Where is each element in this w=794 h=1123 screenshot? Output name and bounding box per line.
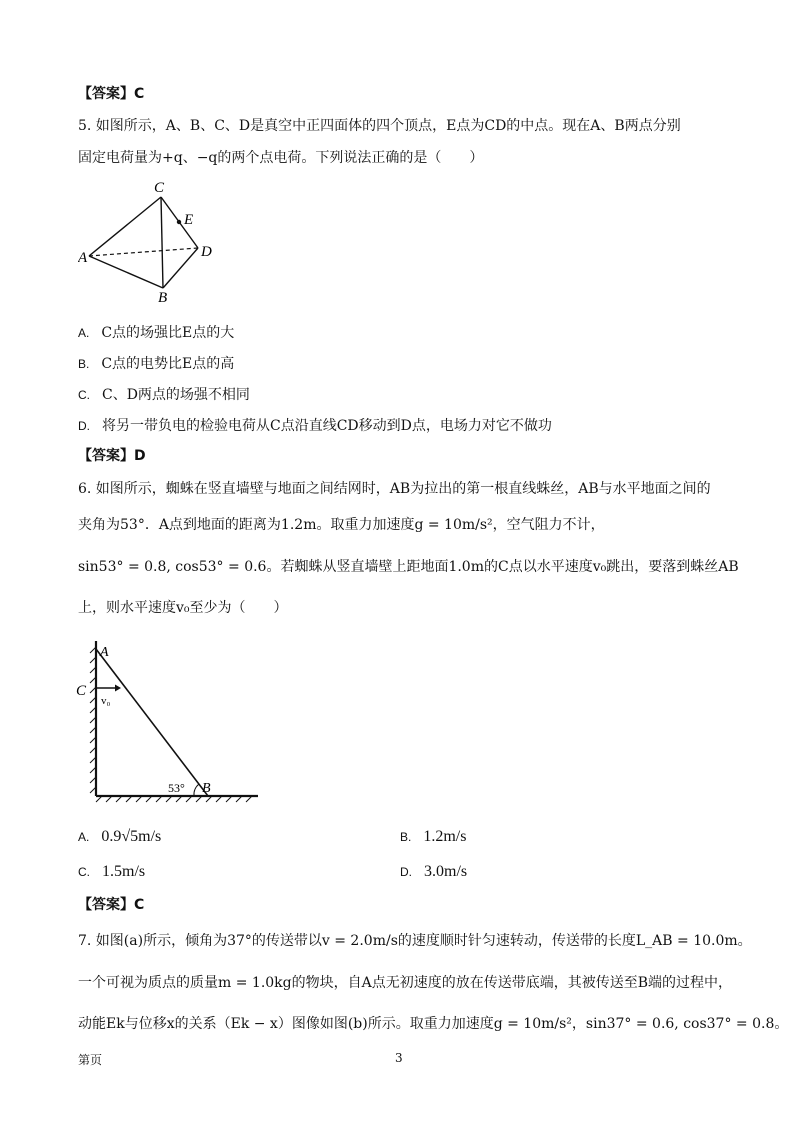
- option-label: A.: [78, 830, 90, 844]
- q6-option-c: [78, 863, 145, 881]
- q6-wall-ground-figure: [72, 635, 267, 805]
- edge-bd: [163, 248, 198, 288]
- label-e: E: [184, 212, 194, 228]
- q5-tetrahedron-figure: [78, 175, 228, 305]
- label-a: A: [100, 645, 109, 660]
- q7-stem-line3: 动能Ek与位移x的关系（Ek − x）图像如图(b)所示。取重力加速度g = 10m/s²，sin37° = 0.6, cos37° = 0.8。: [78, 1016, 789, 1032]
- q5-option-a: [78, 322, 234, 342]
- arrow-head-icon: [115, 685, 121, 692]
- edge-ad-hidden: [89, 248, 198, 256]
- point-e: [177, 220, 181, 224]
- option-text: 1.2m/s: [423, 828, 467, 845]
- option-text: C点的电势比E点的高: [101, 356, 235, 372]
- option-text: 3.0m/s: [424, 863, 468, 880]
- q6-stem-line1: 6. 如图所示，蜘蛛在竖直墙壁与地面之间结网时，AB为拉出的第一根直线蛛丝，AB与水平地面之间的: [78, 481, 711, 497]
- option-label: D.: [400, 865, 412, 879]
- footer-page-label: 第页: [78, 1053, 103, 1067]
- thread-ab: [96, 649, 208, 796]
- footer-page-number: 3: [395, 1051, 403, 1065]
- q5-stem-line1: 5. 如图所示，A、B、C、D是真空中正四面体的四个顶点，E点为CD的中点。现在A、B两点分别: [78, 118, 681, 134]
- q6-option-a: [78, 828, 161, 846]
- q6-stem-line3: sin53° = 0.8, cos53° = 0.6。若蜘蛛从竖直墙壁上距地面1.0m的C点以水平速度v₀跳出，要落到蛛丝AB: [78, 559, 739, 575]
- q6-stem-line2: 夹角为53°．A点到地面的距离为1.2m。取重力加速度g = 10m/s²，空气阻力不计，: [78, 517, 605, 533]
- option-label: B.: [400, 830, 412, 844]
- option-label: D.: [78, 419, 90, 433]
- q5-option-d: [78, 415, 552, 435]
- answer-q6: 【答案】C: [78, 897, 145, 913]
- q7-stem-line2: 一个可视为质点的质量m = 1.0kg的物块，自A点无初速度的放在传送带底端，其被传送至B端的过程中，: [78, 975, 733, 991]
- edge-ca: [89, 197, 161, 256]
- edge-cb: [161, 197, 163, 288]
- option-label: B.: [78, 357, 90, 371]
- option-text: 1.5m/s: [102, 863, 146, 880]
- answer-q5: 【答案】D: [78, 448, 146, 464]
- answer-q4: 【答案】C: [78, 86, 145, 102]
- angle-arc: [194, 784, 199, 796]
- option-text: 0.9√5m/s: [101, 828, 162, 845]
- label-angle: 53°: [168, 781, 185, 795]
- q6-option-d: [400, 863, 467, 881]
- q5-stem-line2: 固定电荷量为+q、−q的两个点电荷。下列说法正确的是（ ）: [78, 150, 484, 166]
- q5-option-c: [78, 384, 250, 404]
- option-label: A.: [78, 326, 90, 340]
- q5-option-b: [78, 353, 234, 373]
- label-d: D: [201, 244, 212, 260]
- label-v0: v₀: [101, 695, 111, 707]
- q7-stem-line1: 7. 如图(a)所示，倾角为37°的传送带以v = 2.0m/s的速度顺时针匀速转动，传送带的长度L_AB = 10.0m。: [78, 933, 752, 949]
- option-label: C.: [78, 865, 90, 879]
- option-text: 将另一带负电的检验电荷从C点沿直线CD移动到D点，电场力对它不做功: [102, 418, 552, 434]
- label-b: B: [158, 290, 168, 305]
- q6-option-b: [400, 828, 466, 846]
- label-b: B: [202, 781, 211, 796]
- option-label: C.: [78, 388, 90, 402]
- option-text: C、D两点的场强不相同: [102, 387, 250, 403]
- option-text: C点的场强比E点的大: [101, 325, 235, 341]
- label-c: C: [76, 683, 87, 699]
- label-c: C: [154, 180, 165, 196]
- edge-ab: [89, 256, 163, 288]
- q6-stem-line4: 上，则水平速度v₀至少为（ ）: [78, 600, 288, 616]
- label-a: A: [78, 250, 88, 266]
